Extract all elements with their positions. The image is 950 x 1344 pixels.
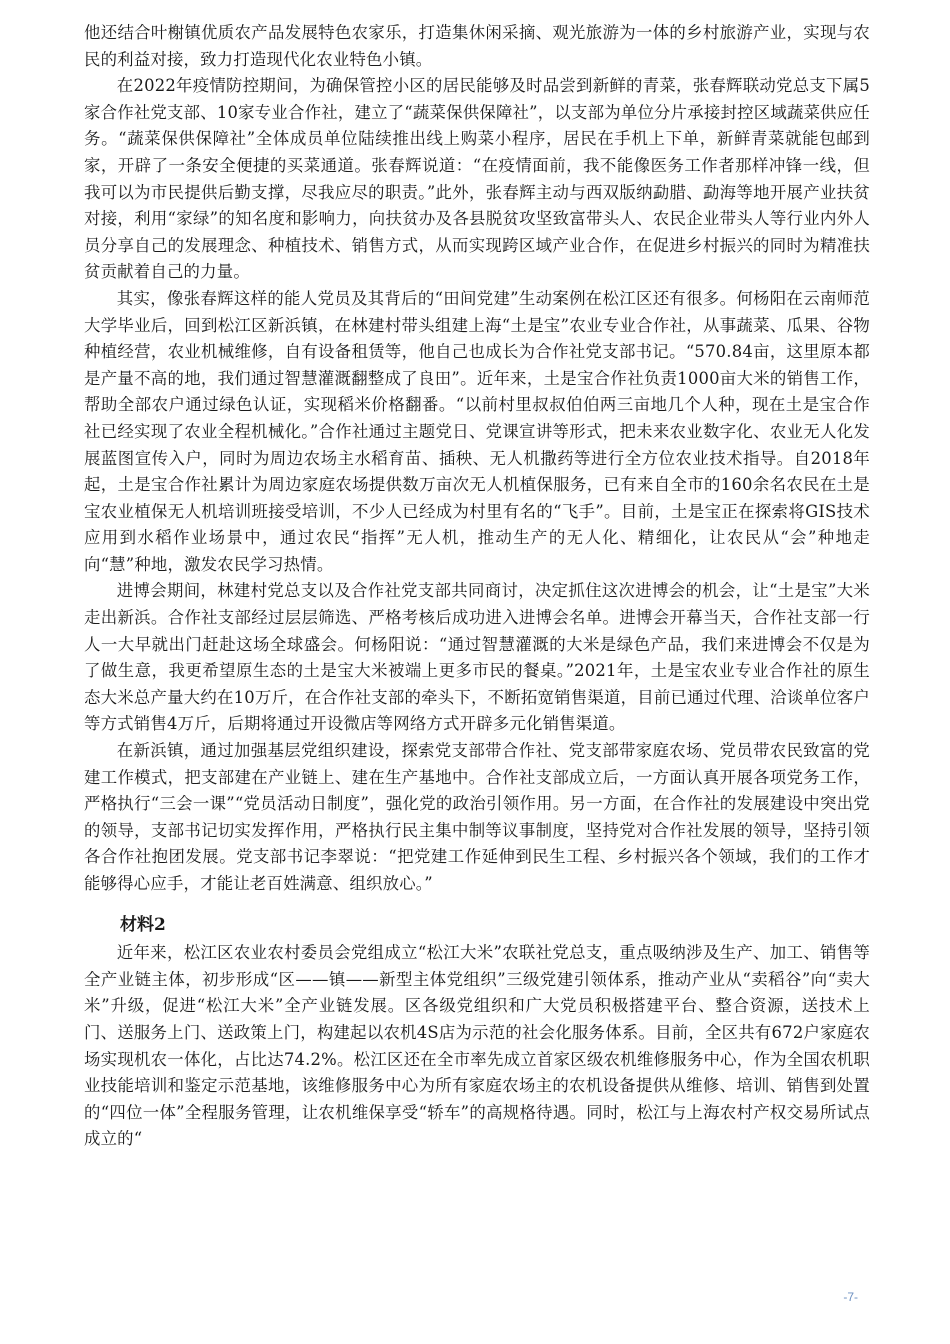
paragraph-expo: 进博会期间，林建村党总支以及合作社党支部共同商讨，决定抓住这次进博会的机会，让“土是宝”大米走出新浜。合作社支部经过层层筛选、严格考核后成功进入进博会名单。进博会开幕当天，合作社支部一行人一大早就出门赶赴这场全球盛会。何杨阳说：“通过智慧灌溉的大米是绿色产品，我们来进博会不仅是为了做生意，我更希望原生态的土是宝大米被端上更多市民的餐桌。”2021年，土是宝农业专业合作社的原生态大米总产量大约在10万斤，在合作社支部的牵头下，不断拓宽销售渠道，目前已通过代理、洽谈单位客户等方式销售4万斤，后期将通过开设微店等网络方式开辟多元化销售渠道。	[84, 581, 870, 734]
paragraph-continuation: 他还结合叶榭镇优质农产品发展特色农家乐，打造集休闲采摘、观光旅游为一体的乡村旅游产业，实现与农民的利益对接，致力打造现代化农业特色小镇。	[84, 23, 870, 69]
page-number: -7-	[843, 1290, 858, 1304]
paragraph-material-2: 近年来，松江区农业农村委员会党组成立“松江大米”农联社党总支，重点吸纳涉及生产、加工、销售等全产业链主体，初步形成“区——镇——新型主体党组织”三级党建引领体系，推动产业从“卖稻谷”向“卖大米”升级，促进“松江大米”全产业链发展。区各级党组织和广大党员积极搭建平台、整合资源，送技术上门、送服务上门、送政策上门，构建起以农机4S店为示范的社会化服务体系。目前，全区共有672户家庭农场实现机农一体化，占比达74.2%。松江区还在全市率先成立首家区级农机维修服务中心，作为全国农机职业技能培训和鉴定示范基地，该维修服务中心为所有家庭农场主的农机设备提供从维修、培训、销售到处置的“四位一体”全程服务管理，让农机维保享受“轿车”的高规格待遇。同时，松江与上海农村产权交易所试点成立的“	[84, 943, 870, 1149]
paragraph-vegetable-supply: 在2022年疫情防控期间，为确保管控小区的居民能够及时品尝到新鲜的青菜，张春辉联动党总支下属5家合作社党支部、10家专业合作社，建立了“蔬菜保供保障社”，以支部为单位分片承接封控区域蔬菜供应任务。“蔬菜保供保障社”全体成员单位陆续推出线上购菜小程序，居民在手机上下单，新鲜青菜就能包邮到家，开辟了一条安全便捷的买菜通道。张春辉说道：“在疫情面前，我不能像医务工作者那样冲锋一线，但我可以为市民提供后勤支撑，尽我应尽的职责。”此外，张春辉主动与西双版纳勐腊、勐海等地开展产业扶贫对接，利用“家绿”的知名度和影响力，向扶贫办及各县脱贫攻坚致富带头人、农民企业带头人等行业内外人员分享自己的发展理念、种植技术、销售方式，从而实现跨区域产业合作，在促进乡村振兴的同时为精准扶贫贡献着自己的力量。	[84, 76, 870, 282]
section-heading: 材料2	[120, 914, 166, 935]
paragraph-field-party-building: 其实，像张春辉这样的能人党员及其背后的“田间党建”生动案例在松江区还有很多。何杨阳在云南师范大学毕业后，回到松江区新浜镇，在林建村带头组建上海“土是宝”农业专业合作社，从事蔬菜、瓜果、谷物种植经营，农业机械维修，自有设备租赁等，他自己也成长为合作社党支部书记。“570.84亩，这里原本都是产量不高的地，我们通过智慧灌溉翻整成了良田”。近年来，土是宝合作社负责1000亩大米的销售工作，帮助全部农户通过绿色认证，实现稻米价格翻番。“以前村里叔叔伯伯两三亩地几个人种，现在土是宝合作社已经实现了农业全程机械化。”合作社通过主题党日、党课宣讲等形式，把未来农业数字化、农业无人化发展蓝图宣传入户，同时为周边农场主水稻育苗、插秧、无人机撒药等进行全方位农业技术指导。自2018年起，土是宝合作社累计为周边家庭农场提供数万亩次无人机植保服务，已有来自全市的160余名农民在土是宝农业植保无人机培训班接受培训，不少人已经成为村里有名的“飞手”。目前，土是宝正在探索将GIS技术应用到水稻作业场景中，通过农民“指挥”无人机，推动生产的无人化、精细化，让农民从“会”种地走向“慧”种地，激发农民学习热情。	[84, 288, 870, 574]
paragraph-xinbang-town: 在新浜镇，通过加强基层党组织建设，探索党支部带合作社、党支部带家庭农场、党员带农民致富的党建工作模式，把支部建在产业链上、建在生产基地中。合作社支部成立后，一方面认真开展各项党务工作，严格执行“三会一课”“党员活动日制度”，强化党的政治引领作用。另一方面，在合作社的发展建设中突出党的领导，支部书记切实发挥作用，严格执行民主集中制等议事制度，坚持党对合作社发展的领导，坚持引领各合作社抱团发展。党支部书记李翠说：“把党建工作延伸到民生工程、乡村振兴各个领域，我们的工作才能够得心应手，才能让老百姓满意、组织放心。”	[84, 741, 870, 893]
document-page	[84, 20, 870, 1153]
